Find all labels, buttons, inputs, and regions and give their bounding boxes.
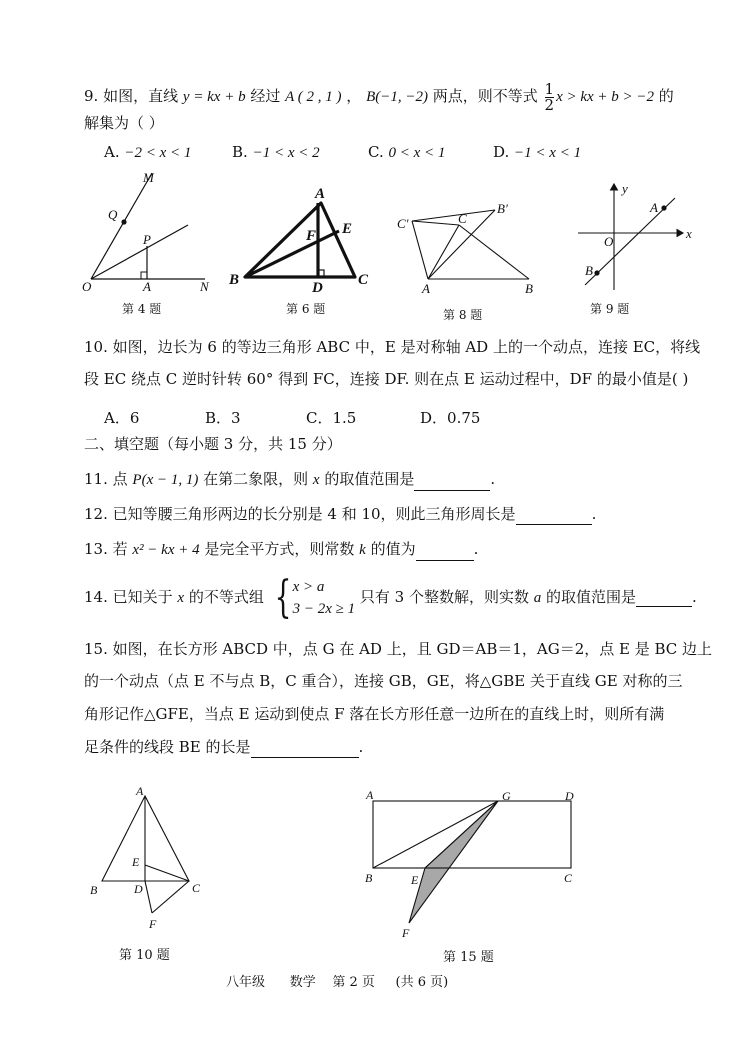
q9-text-d: 的 [654,87,674,105]
f15-label-d: D [565,789,574,803]
q15-line3: 角形记作△GFE，当点 E 运动到使点 F 落在长方形任意一边所在的直线上时，则所有满 [84,705,665,723]
q12-text-a: 12. 已知等腰三角形两边的长分别是 4 和 10，则此三角形周长是 [84,505,516,523]
f9-label-y: y [622,181,628,196]
f6-label-c: C [358,272,369,288]
q9-option-a-label: A. [104,143,120,161]
f10-caption: 第 10 题 [119,948,170,963]
f15-caption: 第 15 题 [443,950,494,965]
q9-option-b-label: B. [232,143,248,161]
q13-var: k [359,542,366,558]
f10-label-d: D [134,882,143,896]
q13-text-d: . [473,540,479,558]
q9-text-c: 两点，则不等式 [427,87,543,105]
q10-option-a-value: 6 [129,409,140,427]
f6-label-b: B [229,272,240,288]
f15-label-f: F [402,926,410,940]
f4-caption: 第 4 题 [122,302,162,316]
q15-text-a: 足条件的线段 BE 的长是 [84,738,251,756]
q9-option-d-expr: −1 < x < 1 [514,145,582,161]
f10-label-c: C [192,881,201,895]
q11-point: P(x − 1, 1) [132,472,199,488]
f6-caption: 第 6 题 [286,302,326,316]
q10-option-b-value: 3 [231,409,241,427]
q9-frac-num: 1 [544,79,555,98]
f8-caption: 第 8 题 [443,308,483,322]
f4-label-a: A [143,279,151,294]
f10-label-b: B [90,883,98,897]
q9-point-a: A ( 2 , 1 ) [285,89,342,105]
q11-text-b: 在第二象限，则 [198,470,313,488]
q11-text-c: 的取值范围是 [319,470,415,488]
q9-sep: ， [341,87,367,105]
q9-option-c-label: C. [368,143,384,161]
f15-label-b: B [365,871,373,885]
f4-label-o: O [82,279,92,294]
q15-text-b: . [358,738,364,756]
q14-text-e: . [692,588,697,606]
q13-expression: x² − kx + 4 [132,542,200,558]
f4-label-n: N [200,279,209,294]
q10-option-c-value: 1.5 [332,409,357,427]
q14-brace: { [274,572,292,623]
f15-label-e: E [411,873,419,887]
q12-text-b: . [591,505,597,523]
q9-option-c-expr: 0 < x < 1 [388,145,446,161]
f15-label-c: C [564,871,573,885]
f15-label-g: G [502,789,511,803]
q14-text-b: 的不等式组 [184,588,269,606]
f6-label-f: F [306,228,317,244]
page-footer: 八年级 数学 第 2 页 (共 6 页) [226,975,449,990]
q13-text-a: 13. 若 [84,540,133,558]
q9-text-a: 9. 如图，直线 [84,87,183,105]
q10-line2: 段 EC 绕点 C 逆时针转 60° 得到 FC，连接 DF. 则在点 E 运动过程中，DF 的最小值是( ) [84,370,689,388]
q9-option-d-label: D. [493,143,510,161]
q9-text-b: 经过 [245,87,286,105]
q11-var: x [312,472,320,488]
f4-label-m: M [143,170,154,185]
q9-frac-den: 2 [544,95,555,114]
q15-line1: 15. 如图，在长方形 ABCD 中，点 G 在 AD 上，且 GD＝AB＝1，AG＝2，点 E 是 BC 边上 [84,640,713,658]
q14-text-d: 的取值范围是 [541,588,637,606]
f9-caption: 第 9 题 [590,302,630,316]
q10-line1: 10. 如图，边长为 6 的等边三角形 ABC 中，E 是对称轴 AD 上的一个动点，连接 EC，将线 [84,338,701,356]
f8-label-c: C [458,211,467,226]
q9-option-a-expr: −2 < x < 1 [124,145,192,161]
q14-row1: x > a [292,579,325,595]
f9-label-x: x [686,226,692,241]
q10-option-b-label: B． [205,409,232,427]
f8-label-a: A [422,281,430,296]
q14-var2: a [533,590,542,606]
q9-inequality: x > kx + b > −2 [556,89,655,105]
f9-label-b: B [585,263,593,278]
f6-label-a: A [315,186,326,202]
f4-label-p: P [143,232,151,247]
f8-label-bp: B′ [497,201,508,216]
q14-text-a: 14. 已知关于 [84,588,178,606]
q14-var: x [177,590,185,606]
f9-label-a: A [650,200,658,215]
q10-option-d-label: D． [420,409,448,427]
f10-label-f: F [149,917,157,931]
f10-label-a: A [136,784,144,798]
f8-label-b: B [525,281,533,296]
f4-label-q: Q [108,207,118,222]
q13-text-b: 是完全平方式，则常数 [199,540,360,558]
f6-label-e: E [342,221,353,237]
q14-row2: 3 − 2x ≥ 1 [292,601,356,617]
q11-text-d: . [490,470,496,488]
f6-label-d: D [312,280,323,296]
q9-point-b: B(−1, −2) [366,89,428,105]
q9-option-b-expr: −1 < x < 2 [252,145,320,161]
f8-label-cp: C′ [397,216,409,231]
q10-option-d-value: 0.75 [447,409,481,427]
q9-line-equation: y = kx + b [182,89,246,105]
q11-text-a: 11. 点 [84,470,133,488]
f9-label-o: O [604,234,614,249]
f10-label-e: E [132,855,140,869]
q9-line2: 解集为（ ） [84,114,164,132]
q14-text-c: 只有 3 个整数解，则实数 [355,588,534,606]
f15-triangle-gfe [409,801,498,923]
f15-label-a: A [366,788,374,802]
q15-line2: 的一个动点（点 E 不与点 B，C 重合），连接 GB，GE，将△GBE 关于直线 GE 对称的三 [84,672,683,690]
q10-option-a-label: A． [104,409,130,427]
section-2-heading: 二、填空题（每小题 3 分，共 15 分） [84,435,342,453]
q13-text-c: 的值为 [365,540,416,558]
q10-option-c-label: C． [306,409,333,427]
